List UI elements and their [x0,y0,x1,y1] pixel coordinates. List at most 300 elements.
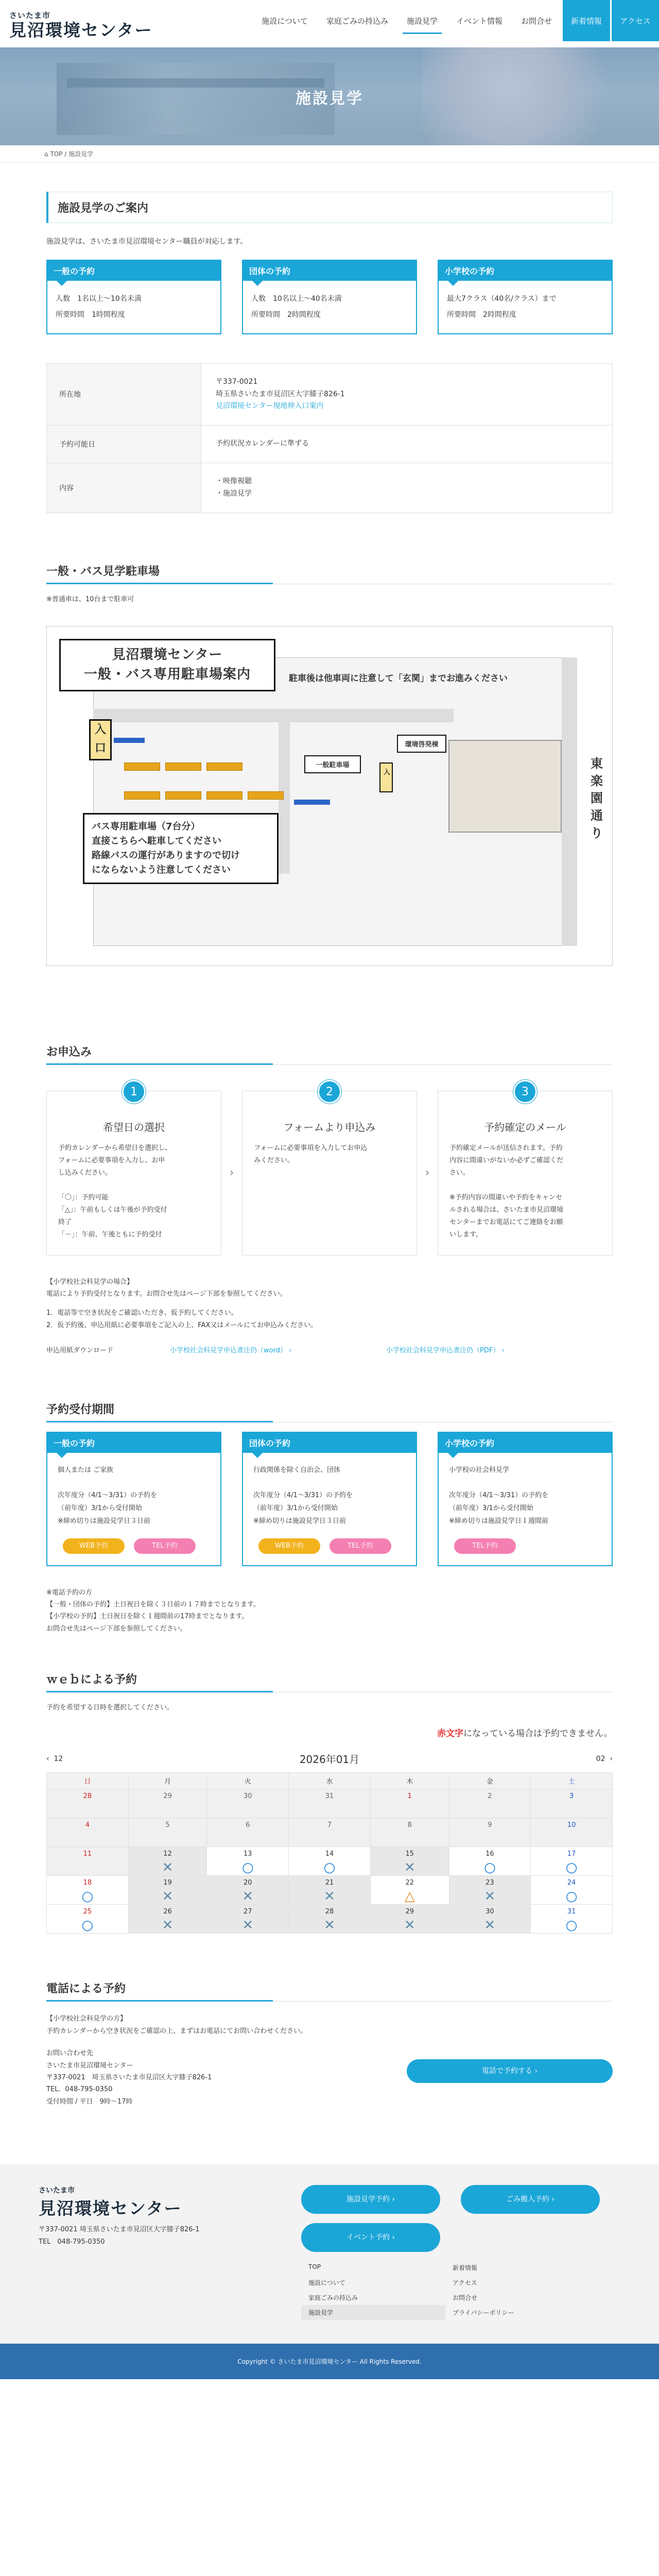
step-line: し込みください。 [58,1169,112,1177]
next-month-label: 02 [596,1754,605,1763]
weekday-label: 土 [531,1773,613,1789]
card-line: （前年度）3/1から受付開始 [253,1504,338,1513]
web-reservation-section [46,1671,613,1934]
note-line: 【小学校社会科見学の場合】 [46,1278,134,1286]
card-line [253,1477,406,1490]
unavailable-icon: ✕ [162,1860,174,1876]
day-number: 1 [407,1792,412,1801]
calendar-month: 2026年01月 [299,1753,360,1766]
tel-info [46,2013,307,2108]
weekday-label: 木 [370,1773,449,1789]
footer-buttons [301,2185,620,2252]
day-number: 20 [244,1879,252,1887]
next-month-button[interactable] [596,1755,613,1763]
chevron-right-icon: › [501,1347,505,1355]
nav-events[interactable]: イベント情報 [456,16,502,26]
available-icon: ○ [81,1889,94,1905]
site-footer [0,2164,659,2379]
available-icon: ○ [565,1889,578,1905]
breadcrumb [0,145,659,163]
chevron-right-icon: › [392,2233,395,2242]
day-number: 3 [569,1792,574,1801]
day-number: 27 [244,1908,252,1916]
note-line: 1．電話等で空き状況をご確認いただき、仮予約してください。 [46,1309,238,1317]
chevron-left-icon: ‹ [46,1754,49,1763]
calendar-day[interactable] [289,1847,371,1876]
calendar-week [47,1847,613,1876]
day-number: 11 [83,1850,92,1858]
calendar-header-row [47,1773,613,1789]
main-content [46,192,613,2108]
calendar-day [207,1789,289,1818]
day-number: 16 [485,1850,494,1858]
download-row [46,1345,613,1354]
card-title: 一般の予約 [47,1433,220,1453]
footer-link[interactable]: 施設見学 [301,2305,445,2320]
unavailable-icon: ✕ [484,1889,496,1905]
card-line: （前年度）3/1から受付開始 [449,1504,533,1513]
calendar-day [207,1818,289,1847]
table-row [47,426,613,463]
arrow-icon [294,800,330,805]
calendar-week [47,1905,613,1934]
period-notes [46,1587,613,1635]
day-number: 28 [83,1792,92,1801]
step-title: 予約確定のメール [484,1121,566,1134]
available-days: 予約状況カレンダーに準ずる [201,426,613,463]
weekday-label: 火 [207,1773,289,1789]
entrance-char: 入 [94,723,106,737]
nav-tour[interactable]: 施設見学 [397,0,447,41]
card-headcount: 人数 10名以上～40名未満 [251,295,342,303]
address-cell [201,363,613,425]
logo-city: さいたま市 [9,10,51,20]
calendar-day [47,1789,129,1818]
prev-month-button[interactable] [46,1755,63,1763]
footer-tel: TEL 048-795-0350 [39,2238,105,2246]
guide-section [46,192,613,513]
card-line: 個人または ご家族 [58,1466,114,1475]
step-card [46,1085,221,1255]
weekday-label: 金 [449,1773,531,1789]
step-number: 2 [318,1080,341,1104]
day-number: 13 [244,1850,252,1858]
calendar-day [128,1905,207,1934]
unavailable-icon: ✕ [324,1889,335,1905]
period-card [46,1432,221,1566]
day-number: 14 [325,1850,334,1858]
day-number: 28 [325,1908,334,1916]
calendar-day [370,1818,449,1847]
calendar-day [531,1789,613,1818]
step-line: さい。 [449,1169,470,1177]
day-number: 23 [485,1879,494,1887]
card-group [242,260,417,334]
parking-heading: 一般・バス見学駐車場 [46,563,613,584]
nav-contact[interactable]: お問合せ [521,16,552,26]
partial-icon: △ [404,1889,415,1905]
card-title: 団体の予約 [243,261,416,281]
step-card [438,1085,613,1255]
calendar-day [207,1876,289,1905]
card-body [439,1453,612,1565]
calendar-day [370,1905,449,1934]
day-number: 29 [405,1908,414,1916]
weekday-label: 月 [128,1773,207,1789]
available-icon: ○ [565,1918,578,1934]
step-line: 終了 [58,1218,72,1227]
tel-line: さいたま市見沼環境センター [46,2061,133,2070]
tel-reserve-button[interactable]: TEL予約 [454,1538,516,1554]
day-number: 22 [405,1879,414,1887]
unavailable-icon: ✕ [404,1918,415,1934]
road-name-vertical: 東楽園通り [591,756,603,840]
step-number: 3 [513,1080,537,1104]
map-instruction: 駐車後は他車両に注意して「玄関」までお進みください [289,673,508,684]
day-number: 21 [325,1879,334,1887]
apply-heading: お申込み [46,1043,613,1065]
page-title: 施設見学 [296,90,363,108]
card-body [243,281,416,333]
available-icon: ○ [565,1860,578,1876]
card-title: 一般の予約 [47,261,220,281]
tel-heading: 電話による予約 [46,1980,613,2002]
card-line: （前年度）3/1から受付開始 [58,1504,142,1513]
callout-line: バス専用駐車場（7台分） [92,821,200,833]
calendar-day [128,1847,207,1876]
footer-link[interactable]: 新着情報 [453,2264,478,2272]
unavailable-icon: ✕ [242,1889,254,1905]
nav-facility[interactable]: 施設について [262,16,308,26]
tel-line: 予約カレンダーから空き状況をご確認の上、まずはお電話にてお問い合わせください。 [46,2027,307,2035]
map-title [59,639,275,691]
card-duration: 所要時間 1時間程度 [56,310,125,319]
tel-reserve-button[interactable] [407,2059,613,2083]
contents-cell [201,463,613,513]
content-item: ・映像視聴 [216,477,252,486]
step-line: みください。 [254,1157,294,1165]
map-title-line: 一般・バス専用駐車場案内 [83,666,251,682]
calendar-week [47,1876,613,1905]
reservation-calendar [46,1772,613,1934]
calendar-day[interactable] [449,1847,531,1876]
calendar-day [289,1818,371,1847]
step-title: フォームより申込み [283,1121,376,1134]
step-line [58,1179,210,1192]
map-entrance-label [89,719,112,760]
web-heading: ｗｅｂによる予約 [46,1671,613,1692]
unavailable-icon: ✕ [404,1860,415,1876]
step-number: 1 [122,1080,146,1104]
callout-line: 直接こちらへ駐車してください [92,836,221,847]
calendar-day [531,1818,613,1847]
footer-brand [39,2185,200,2320]
bus-space [206,791,242,800]
reserve-pills [58,1538,210,1554]
home-icon[interactable]: ⌂ [44,150,48,158]
step-card [242,1085,417,1255]
footer-link[interactable]: TOP [308,2263,321,2271]
card-headcount: 最大7クラス（40名/クラス）まで [447,295,557,303]
calendar-day [47,1818,129,1847]
entrance-marker: 入 [379,762,393,792]
card-line [58,1477,210,1490]
footer-logo-name[interactable]: 見沼環境センター [39,2198,182,2219]
day-number: 18 [83,1879,92,1887]
reserve-pills [449,1538,601,1554]
entrance-char: 口 [94,742,106,755]
logo-name: 見沼環境センター [9,20,153,40]
step-title: 希望日の選択 [103,1121,165,1134]
period-card [438,1432,613,1566]
bus-space [124,791,160,800]
tour-reserve-button[interactable] [301,2185,440,2214]
footer-addr-line: 〒337-0021 埼玉県さいたま市見沼区大字膝子826-1 [39,2226,200,2234]
link-text: 小学校社会科見学申込書注仍（word） [170,1347,287,1355]
waste-reserve-button[interactable] [461,2185,600,2214]
tel-line: TEL．048-795-0350 [46,2086,113,2094]
calendar-day [207,1905,289,1934]
step-line: センターまでお電話にてご連絡をお願 [449,1218,563,1227]
card-line: 次年度分（4/1～3/31）の予約を [58,1492,158,1500]
day-number: 19 [163,1879,172,1887]
step-line: ルされる場合は、さいたま市見沼環境 [449,1206,564,1214]
day-number: 31 [567,1908,576,1916]
chevron-right-icon: › [534,2067,538,2076]
parking-note: ※普通車は、10台まで駐車可 [46,595,134,603]
note-line: ※電話予約の方 [46,1588,92,1597]
available-icon: ○ [484,1860,496,1876]
unavailable-icon: ✕ [162,1918,174,1934]
day-number: 25 [83,1908,92,1916]
tour-info-table [46,363,613,513]
env-building-label: 環境啓発棟 [397,735,446,753]
day-number: 5 [165,1821,170,1829]
copyright: Copyright © さいたま市見沼環境センター All Rights Reserved. [0,2344,659,2379]
tel-line: お問い合わせ先 [46,2049,94,2058]
download-word-link[interactable] [170,1345,386,1354]
note-line: 【小学校の予約】土日祝日を除く１週間前の17時までとなります。 [46,1613,249,1621]
day-number: 29 [163,1792,172,1801]
news-button[interactable]: 新着情報 [563,0,610,41]
event-reserve-button[interactable] [301,2223,440,2252]
weekday-label: 水 [289,1773,371,1789]
tel-block [46,2013,613,2108]
tel-reserve-button[interactable]: TEL予約 [134,1538,196,1554]
chevron-right-icon: › [392,2195,395,2204]
calendar-legend [46,1726,613,1739]
day-number: 9 [488,1821,492,1829]
apply-section [46,1043,613,1354]
calendar-day[interactable] [531,1876,613,1905]
unavailable-icon: ✕ [242,1918,254,1934]
breadcrumb-sep: / [64,150,67,158]
button-label: ごみ搬入予約 [506,2195,549,2204]
web-reserve-button[interactable]: WEB予約 [258,1538,320,1554]
button-label: イベント予約 [346,2233,390,2242]
guide-heading: 施設見学のご案内 [46,192,613,223]
callout-line: にならないよう注意してください [92,864,231,875]
card-body [47,281,220,333]
card-line: 小学校の社会科見学 [449,1466,510,1475]
step-line: ※予約内容の間違いや予約をキャンセ [449,1194,562,1202]
unavailable-icon: ✕ [324,1918,335,1934]
tel-reserve-button[interactable]: TEL予約 [330,1538,391,1554]
footer-link[interactable]: 施設について [308,2279,345,2287]
card-line: ※締め切りは施設見学日１週間前 [449,1517,548,1525]
step-line: フォームに必要事項を入力し、お申 [58,1157,165,1165]
link-text: 小学校社会科見学申込書注仍（PDF） [386,1347,500,1355]
map-road [562,657,577,946]
card-general [46,260,221,334]
step-line: フォームに必要事項を入力してお申込 [254,1144,368,1153]
reserve-pills [253,1538,406,1554]
step-text [58,1142,210,1241]
footer-link[interactable]: アクセス [453,2279,477,2287]
parking-map-image [46,626,613,966]
card-body [243,1453,416,1565]
breadcrumb-home[interactable]: TOP [50,150,63,158]
download-pdf-link[interactable] [386,1345,602,1354]
button-label: 電話で予約する [481,2067,532,2076]
chevron-right-icon: › [229,1166,234,1180]
tel-reservation-section [46,1980,613,2108]
card-line: ※締め切りは施設見学日３日前 [58,1517,150,1525]
step-line: 「－」：午前、午後ともに予約受付 [58,1231,162,1239]
button-label: 施設見学予約 [346,2195,390,2204]
bus-space [165,791,201,800]
arrow-icon [114,738,145,743]
step-line: いします。 [449,1231,482,1239]
note-line: 2．仮予約後、申込用紙に必要事項をご記入の上、FAX又はメールにてお申込みください。 [46,1321,318,1329]
available-icon: ○ [323,1860,336,1876]
card-line: 行政関係を除く自治会、団体 [253,1466,341,1475]
card-line: ※締め切りは施設見学日３日前 [253,1517,346,1525]
day-number: 24 [567,1879,576,1887]
parking-section [46,563,613,966]
step-line: 予約カレンダーから希望日を選択し、 [58,1144,172,1153]
calendar-day[interactable] [531,1847,613,1876]
day-number: 2 [488,1792,492,1801]
map-title-line: 見沼環境センター [112,647,223,663]
footer-link[interactable]: お問合せ [453,2294,478,2302]
callout-line: 路線バスの運行がありますので切け [92,850,240,861]
calendar-week [47,1789,613,1818]
calendar-day [289,1905,371,1934]
card-body [439,281,612,333]
legend-text: になっている場合は予約できません。 [463,1728,613,1739]
calendar-day[interactable] [531,1905,613,1934]
available-icon: ○ [81,1918,94,1934]
general-parking-label: 一般駐車場 [304,755,361,773]
school-note [46,1276,613,1332]
footer-link[interactable]: 家庭ごみの持込み [308,2294,358,2302]
card-body [47,1453,220,1565]
card-title: 団体の予約 [243,1433,416,1453]
row-label: 予約可能日 [47,426,201,463]
step-text [449,1142,601,1241]
unavailable-icon: ✕ [162,1889,174,1905]
bus-space [124,762,160,771]
nav-household-waste[interactable]: 家庭ごみの持込み [326,16,388,26]
step-line: 予約確定メールが送信されます。予約 [449,1144,563,1153]
footer-body [0,2164,659,2344]
calendar-day [449,1876,531,1905]
bus-space [165,762,201,771]
apply-steps [46,1085,613,1255]
guide-intro: 施設見学は、さいたま市見沼環境センター職員が対応します。 [46,238,248,246]
breadcrumb-current: 施設見学 [68,150,94,158]
footer-link[interactable]: プライバシーポリシー [453,2309,514,2317]
step-line: 「△」：午前もしくは午後が予約受付 [58,1206,167,1214]
calendar-day [449,1789,531,1818]
bus-space [248,791,284,800]
chevron-right-icon: › [610,1754,613,1763]
calendar-day [449,1905,531,1934]
footer-address [39,2224,200,2248]
day-number: 17 [567,1850,576,1858]
day-number: 10 [567,1821,576,1829]
calendar-nav [46,1751,613,1766]
card-school [438,260,613,334]
calendar-day [128,1789,207,1818]
chevron-right-icon: › [425,1166,430,1180]
calendar-day [128,1876,207,1905]
download-label: 申込用紙ダウンロード [46,1347,114,1355]
access-button[interactable]: アクセス [612,0,659,41]
chevron-right-icon: › [551,2195,555,2204]
footer-logo-city: さいたま市 [39,2187,75,2195]
card-duration: 所要時間 2時間程度 [251,310,321,319]
calendar-day[interactable] [47,1905,129,1934]
red-text-label: 赤文字 [437,1728,463,1739]
day-number: 30 [244,1792,252,1801]
calendar-day [128,1818,207,1847]
available-icon: ○ [241,1860,254,1876]
calendar-day [47,1847,129,1876]
day-number: 30 [485,1908,494,1916]
calendar-day [449,1818,531,1847]
note-line: お問合せ先はページ下部を参照してください。 [46,1624,187,1633]
day-number: 26 [163,1908,172,1916]
address: 埼玉県さいたま市見沼区大字膝子826-1 [216,389,345,398]
calendar-day[interactable] [370,1876,449,1905]
map-road [93,709,454,722]
web-intro: 予約を希望する日時を選択してください。 [46,1704,174,1712]
step-line: 「〇」：予約可能 [58,1194,109,1202]
step-line [449,1179,601,1192]
entrance-guide-link[interactable]: 見沼環境センター現地伸入口案内 [216,402,324,411]
note-line: 電話により予約受付となります。お問合せ先はページ下部を参照してください。 [46,1290,287,1298]
period-heading: 予約受付期間 [46,1401,613,1422]
calendar-day[interactable] [47,1876,129,1905]
calendar-day[interactable] [207,1847,289,1876]
prev-month-label: 12 [54,1754,63,1763]
web-reserve-button[interactable]: WEB予約 [63,1538,125,1554]
calendar-day [289,1789,371,1818]
day-number: 4 [85,1821,90,1829]
calendar-day [370,1847,449,1876]
day-number: 12 [163,1850,172,1858]
day-number: 8 [407,1821,412,1829]
tel-line: 受付時間 / 平日 9時～17時 [46,2097,133,2106]
calendar-day [289,1876,371,1905]
footer-links [301,2260,620,2320]
site-logo[interactable] [9,0,153,47]
global-nav [252,0,659,47]
card-title: 小学校の予約 [439,1433,612,1453]
card-headcount: 人数 1名以上～10名未満 [56,295,142,303]
